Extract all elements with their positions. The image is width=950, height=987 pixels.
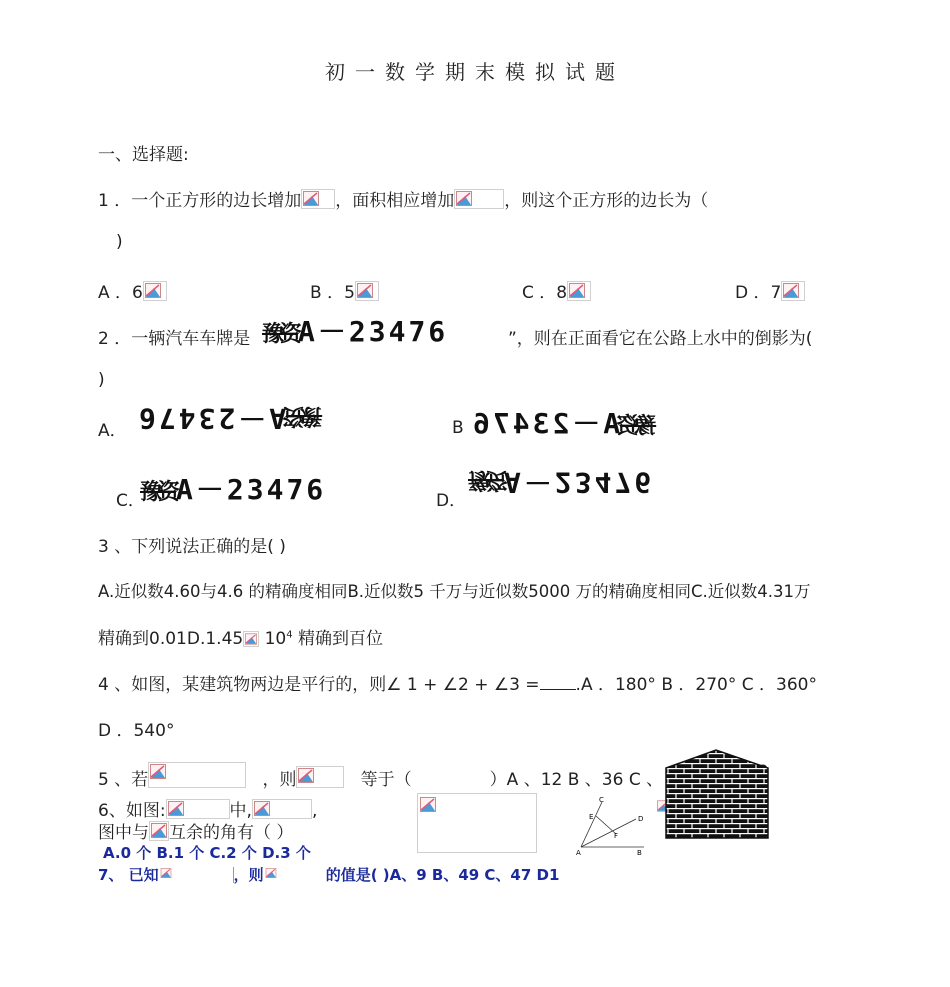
- plate-option-c: 豫资A－23476: [140, 473, 327, 506]
- section-heading: 一、选择题:: [98, 145, 189, 165]
- label-e: E: [589, 813, 594, 821]
- label-a: A: [576, 849, 581, 857]
- plate-option-b: 豫资A－23476: [470, 407, 657, 440]
- page-title: 初一数学期末模拟试题: [325, 60, 625, 84]
- q1-text-a: 1 ．一个正方形的边长增加: [98, 191, 302, 211]
- q2-option-b-label: B: [452, 418, 464, 438]
- image-placeholder-icon: [296, 766, 344, 788]
- plate-hanzi: 豫资: [262, 321, 299, 347]
- q1-option-b: B ．5: [310, 278, 379, 303]
- plate-code: A－23476: [298, 315, 449, 348]
- q2-text-a: 2 ．一辆汽车车牌是: [98, 329, 251, 349]
- q2-close-paren: ): [98, 370, 105, 390]
- image-placeholder-icon: [143, 281, 167, 301]
- q6-options: A.0 个 B.1 个 C.2 个 D.3 个: [103, 844, 311, 862]
- q1-option-a: A ．6: [98, 278, 167, 303]
- plate-option-a: 豫资A－23476: [136, 402, 323, 435]
- image-placeholder-icon: [355, 281, 379, 301]
- image-placeholder-icon: [166, 799, 230, 819]
- answer-blank: [540, 675, 576, 690]
- image-placeholder-icon: [419, 796, 437, 814]
- q6-line2: 图中与 互余的角有（ ）: [98, 823, 294, 843]
- license-plate: [262, 310, 448, 350]
- q1-option-d: D ．7: [735, 278, 805, 303]
- image-placeholder-icon: [567, 281, 591, 301]
- q2-option-a-label: A．: [98, 421, 127, 441]
- label-b: B: [637, 849, 642, 857]
- q4-line1: 4 、如图，某建筑物两边是平行的，则∠ 1 + ∠2 + ∠3 = .A ．180° B ．270° C ．360°: [98, 675, 817, 695]
- q1-text-c: ，则这个正方形的边长为（: [504, 191, 709, 211]
- q2-option-c-label: C．: [116, 491, 145, 511]
- label-c: C: [599, 796, 604, 804]
- q3-line1: A.近似数4.60与4.6 的精确度相同B.近似数5 千万与近似数5000 万的精确度相同C.近似数4.31万: [98, 582, 811, 601]
- q3-text: 3 、下列说法正确的是( ): [98, 537, 286, 557]
- q1-text-b: ，面积相应增加: [335, 191, 455, 211]
- image-placeholder-icon: [149, 821, 169, 841]
- image-placeholder-icon: [781, 281, 805, 301]
- plate-option-d: 豫资A－23476: [468, 466, 655, 499]
- label-f: F: [614, 832, 619, 840]
- q1-option-c: C ．8: [522, 278, 591, 303]
- q2-option-d-label: D．: [436, 491, 467, 511]
- q4-line2: D ．540°: [98, 721, 175, 741]
- q1-close-paren: ): [116, 232, 123, 252]
- image-placeholder-icon: [243, 631, 259, 647]
- angle-diagram: [574, 792, 650, 860]
- label-d: D: [638, 815, 644, 823]
- q7-line: 7、 已知 ，则 的值是( )A、9 B、49 C、47 D1: [98, 866, 560, 884]
- q6-line1: 6、如图: 中, ,: [98, 801, 318, 821]
- image-placeholder-icon: [148, 762, 246, 788]
- image-placeholder-icon: [264, 867, 326, 883]
- image-placeholder-icon: [159, 867, 234, 883]
- question-1: [98, 186, 708, 211]
- image-placeholder-icon: [454, 189, 504, 209]
- q6-figure-placeholder: [417, 793, 537, 853]
- q2-text-b: ”，则在正面看它在公路上水中的倒影为(: [508, 329, 813, 349]
- image-placeholder-icon: [301, 189, 335, 209]
- q3-line2: 精确到0.01D.1.45 $10^4$ 精确到百位: [98, 629, 384, 649]
- q5-line: 5 、若 ，则 等于（ ）A 、12 B 、36 C 、: [98, 762, 663, 790]
- building-figure: [664, 748, 772, 840]
- image-placeholder-icon: [252, 799, 312, 819]
